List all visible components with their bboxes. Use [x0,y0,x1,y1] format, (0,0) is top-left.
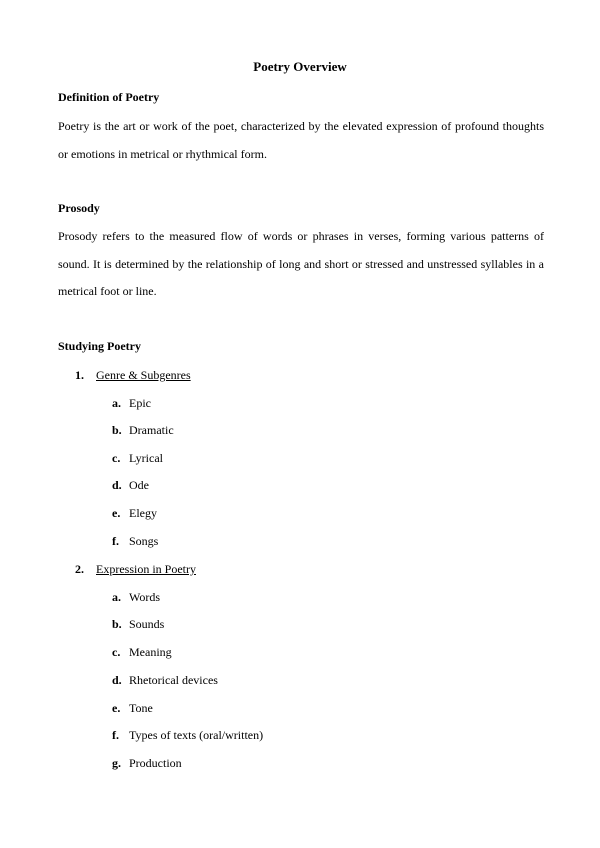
sub-list-text: Sounds [129,617,165,631]
paragraph-line: Prosody refers to the measured flow of words or phrases in verses, forming various patterns of [58,229,544,243]
sub-list-letter: e. [112,506,121,520]
paragraph-line: Poetry is the art or work of the poet, characterized by the elevated expression of profound thoughts [58,119,544,133]
sub-list-letter: f. [112,534,119,548]
sub-list-text: Lyrical [129,451,163,465]
sub-list-item [112,589,160,605]
sub-list-text: Production [129,756,182,770]
sub-list-item [112,477,149,493]
list-number: 1. [75,368,84,382]
sub-list-item [112,727,263,743]
sub-list-text: Meaning [129,645,172,659]
sub-list-letter: b. [112,617,122,631]
sub-list-letter: f. [112,728,119,742]
sub-list-letter: d. [112,478,122,492]
definition-heading: Definition of Poetry [58,90,160,104]
sub-list-item [112,644,172,660]
sub-list-item [112,616,164,632]
sub-list-letter: c. [112,451,121,465]
paragraph-line: metrical foot or line. [58,284,157,298]
list-item [75,561,196,577]
sub-list-text: Types of texts (oral/written) [129,728,264,742]
sub-list-text: Elegy [129,506,157,520]
page-title: Poetry Overview [253,59,347,74]
sub-list-item [112,505,157,521]
paragraph-line: or emotions in metrical or rhythmical form. [58,146,267,161]
definition-paragraph [58,118,544,173]
sub-list-letter: c. [112,645,121,659]
list-item [75,367,191,383]
sub-list-text: Dramatic [129,423,174,437]
sub-list-text: Words [129,590,161,604]
paragraph-line: sound. It is determined by the relationship of long and short or stressed and unstressed syllables in a [58,256,544,271]
prosody-heading: Prosody [58,201,100,215]
list-item-label: Expression in Poetry [96,562,196,576]
sub-list-item [112,450,163,466]
sub-list-item [112,533,158,549]
studying-poetry-heading: Studying Poetry [58,339,142,353]
sub-list-text: Songs [129,534,159,548]
sub-list-letter: b. [112,423,122,437]
list-item-label: Genre & Subgenres [96,368,191,382]
sub-list-item [112,395,151,411]
sub-list-text: Rhetorical devices [129,673,218,687]
sub-list-letter: d. [112,673,122,687]
sub-list-item [112,755,182,771]
sub-list-text: Tone [129,701,153,715]
sub-list-text: Epic [129,396,151,410]
prosody-paragraph [58,228,544,311]
sub-list-item [112,422,174,438]
sub-list-item [112,672,218,688]
sub-list-letter: a. [112,396,121,410]
sub-list-letter: e. [112,701,121,715]
sub-list-letter: a. [112,590,121,604]
sub-list-text: Ode [129,478,149,492]
sub-list-item [112,700,153,716]
list-number: 2. [75,562,84,576]
sub-list-letter: g. [112,756,121,770]
